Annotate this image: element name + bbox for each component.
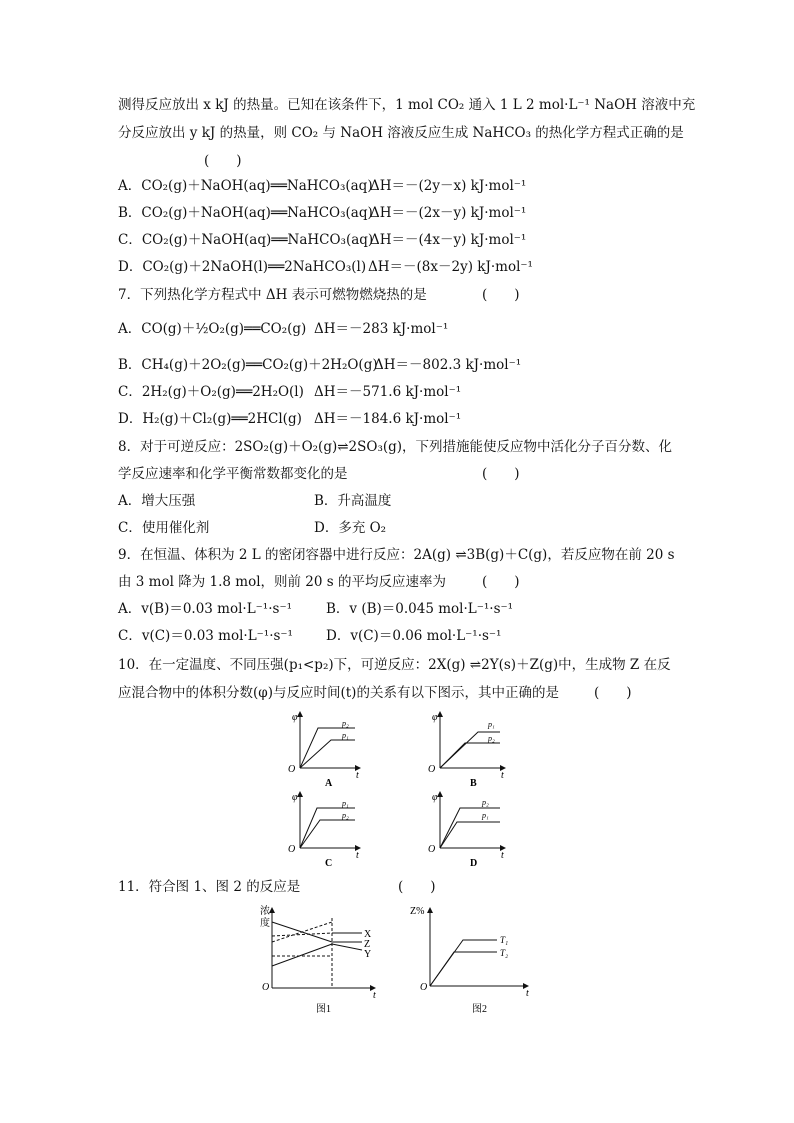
q10-c-bottom-label: p₂ bbox=[342, 811, 349, 820]
q10-line2: 应混合物中的体积分数(φ)与反应时间(t)的关系有以下图示，其中正确的是 bbox=[118, 685, 559, 701]
q10-a-origin: O bbox=[288, 764, 296, 775]
q9-option-a[interactable]: A．v(B)＝0.03 mol·L⁻¹·s⁻¹ bbox=[118, 601, 292, 617]
q7-bracket: ( ) bbox=[482, 287, 520, 303]
option-equation: CH₄(g)＋2O₂(g)══CO₂(g)＋2H₂O(g) bbox=[141, 357, 378, 373]
q9-bracket: ( ) bbox=[482, 574, 520, 590]
q9-option-b[interactable]: B．v (B)＝0.045 mol·L⁻¹·s⁻¹ bbox=[326, 601, 514, 617]
q11-fig1-caption: 图1 bbox=[316, 1004, 331, 1015]
q11-figure-2 bbox=[430, 908, 528, 986]
q11-fig2-curve-t1: T₁ bbox=[500, 935, 509, 945]
q11-fig1-ylabel-1: 浓 bbox=[260, 906, 270, 917]
q10-bracket: ( ) bbox=[594, 685, 632, 701]
q11-fig2-origin: O bbox=[420, 982, 428, 993]
option-label: A． bbox=[118, 321, 142, 337]
q8-option-d[interactable]: D．多充 O₂ bbox=[314, 520, 387, 536]
q11-fig2-curve-t2: T₂ bbox=[500, 948, 509, 958]
q11-fig2-xlabel: t bbox=[526, 988, 529, 999]
q10-b-top-label: p₁ bbox=[488, 720, 495, 729]
q9-line1: 9．在恒温、体积为 2 L 的密闭容器中进行反应：2A(g) ⇌3B(g)＋C(g)，若反应物在前 20 s bbox=[118, 547, 675, 563]
q10-b-axis-y: φ bbox=[432, 712, 438, 723]
q11-fig2-caption: 图2 bbox=[472, 1004, 487, 1015]
option-equation: 2H₂(g)＋O₂(g)══2H₂O(l) bbox=[141, 384, 304, 400]
option-label: D． bbox=[118, 411, 143, 427]
q10-a-bottom-label: p₁ bbox=[342, 731, 349, 740]
q10-graph-d bbox=[440, 792, 505, 848]
q10-b-axis-x: t bbox=[501, 770, 504, 781]
option-label: B． bbox=[118, 357, 142, 373]
option-equation: CO₂(g)＋NaOH(aq)══NaHCO₃(aq) bbox=[141, 178, 373, 194]
q8-option-b[interactable]: B．升高温度 bbox=[314, 493, 392, 509]
q8-line2: 学反应速率和化学平衡常数都变化的是 bbox=[118, 466, 348, 482]
q11-fig1-xlabel: t bbox=[373, 990, 376, 1001]
option-equation: H₂(g)＋Cl₂(g)══2HCl(g) bbox=[142, 411, 302, 427]
q10-graph-a bbox=[300, 712, 360, 768]
q11-fig1-curve-x: X bbox=[364, 929, 372, 940]
q10-a-caption: A bbox=[325, 778, 333, 789]
q10-d-axis-x: t bbox=[501, 850, 504, 861]
q7-stem: 7．下列热化学方程式中 ΔH 表示可燃物燃烧热的是 bbox=[118, 287, 427, 303]
q8-line1: 8．对于可逆反应：2SO₂(g)＋O₂(g)⇌2SO₃(g)，下列措施能使反应物中活化分子百分数、化 bbox=[118, 439, 673, 455]
option-label: A． bbox=[118, 178, 142, 194]
q10-a-top-label: p₂ bbox=[342, 719, 349, 728]
q10-c-axis-x: t bbox=[356, 850, 359, 861]
q10-c-axis-y: φ bbox=[292, 792, 298, 803]
q8-bracket: ( ) bbox=[482, 466, 520, 482]
q11-figure-1 bbox=[272, 908, 375, 988]
q11-bracket: ( ) bbox=[398, 879, 436, 895]
option-equation: CO₂(g)＋2NaOH(l)══2NaHCO₃(l) bbox=[142, 259, 367, 275]
q11-stem: 11．符合图 1、图 2 的反应是 bbox=[118, 879, 301, 895]
option-enthalpy: ΔH＝－802.3 kJ·mol⁻¹ bbox=[374, 357, 522, 373]
q10-b-caption: B bbox=[470, 778, 477, 789]
option-equation: CO₂(g)＋NaOH(aq)══NaHCO₃(aq) bbox=[141, 205, 373, 221]
q10-c-origin: O bbox=[288, 844, 296, 855]
q6-line2: 分反应放出 y kJ 的热量，则 CO₂ 与 NaOH 溶液反应生成 NaHCO₃ 的热化学方程式正确的是 bbox=[118, 125, 684, 141]
q8-option-c[interactable]: C．使用催化剂 bbox=[118, 520, 210, 536]
q10-c-caption: C bbox=[325, 858, 333, 869]
q10-d-caption: D bbox=[470, 858, 478, 869]
option-equation: CO₂(g)＋NaOH(aq)══NaHCO₃(aq) bbox=[141, 232, 374, 248]
option-label: D． bbox=[118, 259, 143, 275]
q11-fig2-ylabel: Z% bbox=[410, 906, 425, 917]
q10-d-top-label: p₂ bbox=[482, 798, 489, 807]
q9-option-d[interactable]: D．v(C)＝0.06 mol·L⁻¹·s⁻¹ bbox=[326, 628, 502, 644]
option-enthalpy: ΔH＝－(4x－y) kJ·mol⁻¹ bbox=[370, 232, 527, 248]
q10-graph-b bbox=[440, 712, 505, 768]
q10-a-axis-y: φ bbox=[292, 712, 298, 723]
option-enthalpy: ΔH＝－(2y－x) kJ·mol⁻¹ bbox=[370, 178, 527, 194]
q8-option-a[interactable]: A．增大压强 bbox=[118, 493, 196, 509]
option-enthalpy: ΔH＝－(2x－y) kJ·mol⁻¹ bbox=[370, 205, 527, 221]
option-enthalpy: ΔH＝－283 kJ·mol⁻¹ bbox=[314, 321, 449, 337]
option-equation: CO(g)＋½O₂(g)══CO₂(g) bbox=[141, 321, 307, 337]
q11-fig1-ylabel-2: 度 bbox=[260, 918, 270, 929]
q10-b-bottom-label: p₂ bbox=[488, 734, 495, 743]
q10-d-origin: O bbox=[428, 844, 436, 855]
q11-fig1-curve-y: Y bbox=[364, 949, 372, 960]
option-enthalpy: ΔH＝－(8x－2y) kJ·mol⁻¹ bbox=[368, 259, 533, 275]
q9-line2: 由 3 mol 降为 1.8 mol，则前 20 s 的平均反应速率为 bbox=[118, 574, 446, 590]
q10-line1: 10．在一定温度、不同压强(p₁<p₂)下，可逆反应：2X(g) ⇌2Y(s)＋Z(g)中，生成物 Z 在反 bbox=[118, 657, 671, 673]
q10-d-bottom-label: p₁ bbox=[482, 811, 489, 820]
option-enthalpy: ΔH＝－571.6 kJ·mol⁻¹ bbox=[314, 384, 462, 400]
option-label: B． bbox=[118, 205, 142, 221]
q10-graph-c bbox=[300, 792, 360, 848]
option-label: C． bbox=[118, 384, 142, 400]
q6-bracket: ( ) bbox=[204, 153, 242, 169]
q9-option-c[interactable]: C．v(C)＝0.03 mol·L⁻¹·s⁻¹ bbox=[118, 628, 293, 644]
q10-a-axis-x: t bbox=[356, 770, 359, 781]
q6-line1: 测得反应放出 x kJ 的热量。已知在该条件下，1 mol CO₂ 通入 1 L 2 mol·L⁻¹ NaOH 溶液中充 bbox=[118, 97, 696, 113]
q11-fig1-curve-z: Z bbox=[364, 939, 371, 950]
option-label: C． bbox=[118, 232, 142, 248]
q10-c-top-label: p₁ bbox=[342, 799, 349, 808]
q10-d-axis-y: φ bbox=[432, 792, 438, 803]
option-enthalpy: ΔH＝－184.6 kJ·mol⁻¹ bbox=[314, 411, 462, 427]
q10-b-origin: O bbox=[428, 764, 436, 775]
q11-fig1-origin: O bbox=[262, 982, 270, 993]
